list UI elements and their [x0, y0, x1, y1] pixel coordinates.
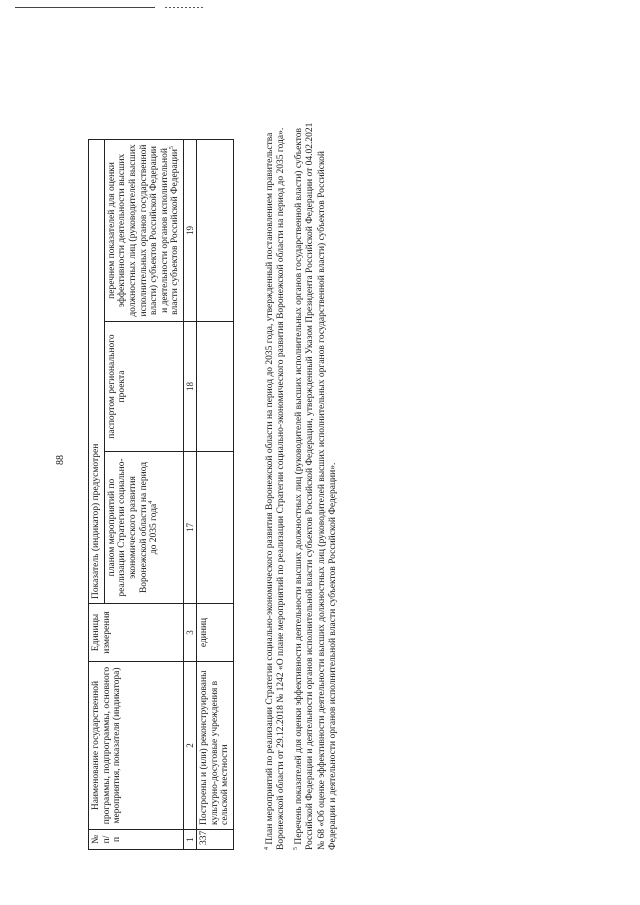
- table-header-row: [89, 139, 105, 849]
- header-unit: Единицы измерения: [89, 604, 184, 662]
- row-list: [197, 139, 234, 321]
- header-indicator-group: Показатель (индикатор) предусмотрен: [89, 139, 105, 603]
- column-number: 19: [184, 139, 197, 321]
- footnote: [294, 120, 340, 850]
- footnote-mark: 4: [263, 847, 270, 850]
- column-number-row: [184, 139, 197, 849]
- table-row: [197, 139, 234, 849]
- column-number: 3: [184, 604, 197, 662]
- row-name: Построены и (или) реконструированы культурно-досуговые учреждения в сельской местности: [197, 662, 234, 830]
- column-number: 1: [184, 830, 197, 850]
- page-number: 88: [55, 455, 66, 465]
- row-plan: [197, 452, 234, 604]
- column-number: 18: [184, 322, 197, 452]
- footnote-mark: 5: [292, 847, 299, 850]
- footnote: [265, 120, 288, 850]
- column-number: 2: [184, 662, 197, 830]
- header-name: Наименование государственной программы, подпрограммы, основного мероприятия, показателя (индикатора): [89, 662, 184, 830]
- row-passport: [197, 322, 234, 452]
- footer-rule: [15, 7, 155, 8]
- footnotes: [265, 120, 345, 850]
- column-number: 17: [184, 452, 197, 604]
- row-num: 337: [197, 830, 234, 850]
- indicators-table: [88, 139, 234, 850]
- footer-dotted-rule: [165, 7, 205, 8]
- header-num: № п/п: [89, 830, 184, 850]
- footnote-text: План мероприятий по реализации Стратегии социально-экономического развития Воронежской области на период до 2035 года, утвержденный постановлением правительства Воронежской области от 29.12.2018 № 1242 «О плане мероприятий по реализации Стратегии социально-экономического развития Воронежской области на период до 2035 года».: [265, 127, 287, 850]
- row-unit: единиц: [197, 604, 234, 662]
- header-plan: планом мероприятий по реализации Стратегии социально-экономического развития Воронежской области на период до 2035 года$^4$: [104, 452, 183, 604]
- header-passport: паспортом регионального проекта: [104, 322, 183, 452]
- header-list: перечнем показателей для оценки эффективности деятельности высших должностных лиц (руководителей высших исполнительных органов государственной власти) субъектов Российской Федерации и деятельности органов исполнительной власти субъектов Российской Федерации$^5$: [104, 139, 183, 321]
- footnote-text: Перечень показателей для оценки эффективности деятельности высших должностных лиц (руководителей высших исполнительных органов государственной власти) субъектов Российской Федерации и деятельности органов исполнительной власти субъектов Российской Федерации, утвержденный Указом Президента Российской Федерации от 04.02.2021 № 68 «Об оценке эффективности деятельности высших должностных лиц (руководителей высших исполнительных органов государственной власти) субъектов Российской Федерации и деятельности органов исполнительной власти субъектов Российской Федерации».: [293, 122, 338, 850]
